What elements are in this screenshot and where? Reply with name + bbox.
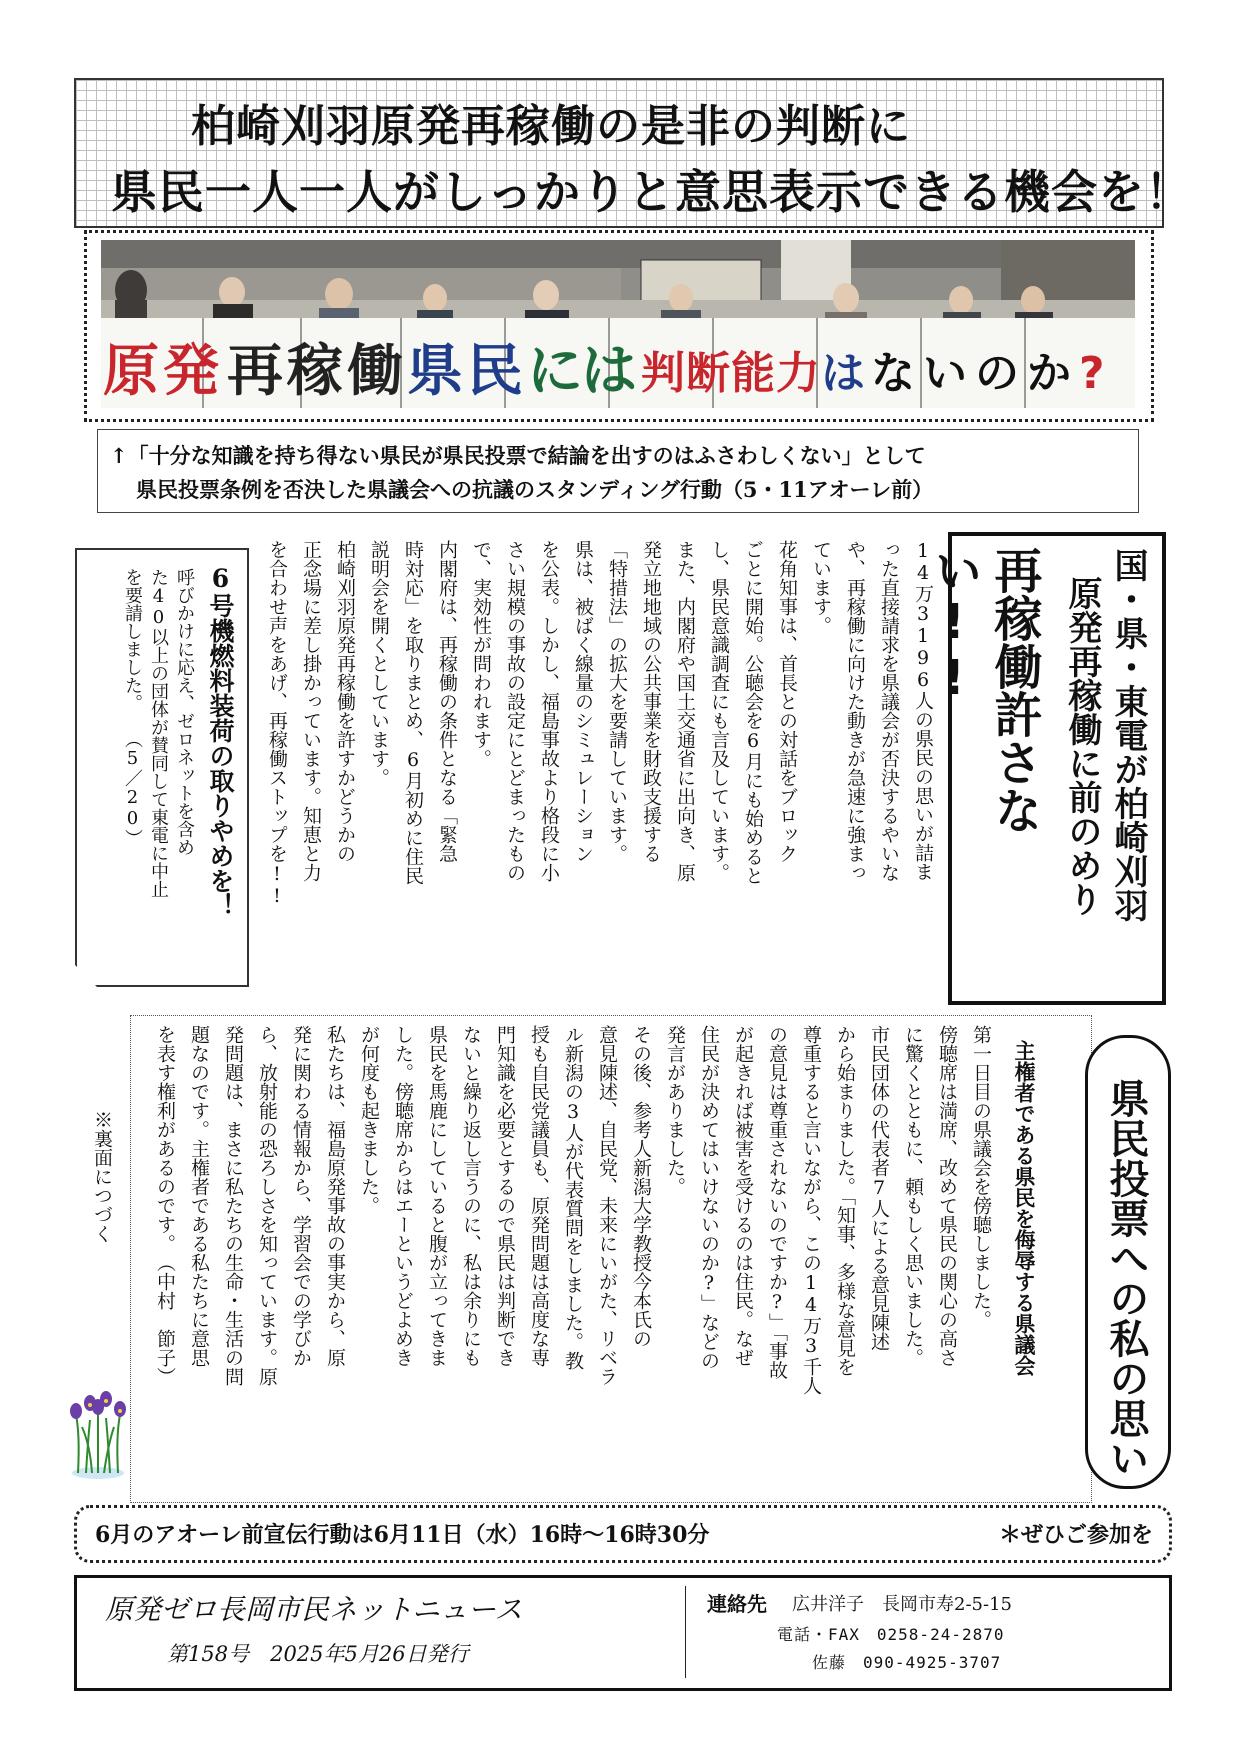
- banner-char-10: 断: [686, 348, 730, 399]
- article-1-column: さい規模の事故の設定にとどまったもの: [504, 540, 526, 882]
- side-callout-line: た40以上の団体が賛同して東電に中止: [148, 568, 169, 898]
- banner-char-0: 原: [103, 339, 159, 404]
- banner-char-17: か: [1027, 348, 1071, 399]
- article-1-column: ています。: [810, 540, 832, 635]
- article-2-column: した。傍聴席からはエーというどよめき: [392, 1025, 414, 1367]
- article-2-column: 授も自民党議員も、原発問題は高度な専: [528, 1025, 550, 1367]
- article-1-column: 正念場に差し掛かっています。知恵と力: [300, 540, 322, 882]
- folded-corner: [75, 965, 97, 987]
- banner-char-7: に: [527, 339, 583, 404]
- caption-line-2: 県民投票条例を否決した県議会への抗議のスタンディング行動（5・11アオーレ前）: [136, 477, 934, 502]
- article-1-column: や、再稼働に向けた動きが急速に強まっ: [844, 540, 866, 882]
- article-2-column: ル新潟の3人が代表質問をしました。教: [562, 1025, 584, 1370]
- article-2-column: 発問題は、まさに私たちの生命・生活の問: [222, 1025, 244, 1386]
- article-1-column: を公表。しかし、福島事故より格段に小: [538, 540, 560, 882]
- article-1: [260, 540, 940, 980]
- article-2-column: を表す権利があるのです。 （中村 節子）: [154, 1025, 176, 1386]
- article-1-column: 花角知事は、首長との対話をブロック: [776, 540, 798, 863]
- article-2-column: ら、放射能の恐ろしさを知っています。原: [256, 1025, 278, 1386]
- article-1-column: 県は、被ばく線量のシミュレーション: [572, 540, 594, 863]
- headline-banner: [74, 78, 1192, 228]
- article-2: [154, 1025, 998, 1480]
- article-1-column: 説明会を開くとしています。: [368, 540, 390, 787]
- article-2-column: が何度も起きました。: [358, 1025, 380, 1215]
- contact-phone-2: 佐藤 090-4925-3707: [812, 1653, 1002, 1672]
- article-2-column: 市民団体の代表者7人による意見陳述: [868, 1025, 890, 1351]
- side-callout-box: [75, 548, 249, 987]
- side-callout-body: [119, 568, 197, 968]
- notice-text: 6月のアオーレ前宣伝行動は6月11日（水）16時～16時30分: [95, 1522, 710, 1548]
- banner-char-12: 力: [776, 348, 820, 399]
- article-1-column: 時対応」を取りまとめ、6月初めに住民: [402, 540, 424, 885]
- article-2-column: 意見陳述、自民党、未来にいがた、リベラ: [596, 1025, 618, 1386]
- article-2-column: の意見は尊重されないのですか?」「事故: [766, 1025, 788, 1380]
- caption-line-1: ↑「十分な知識を持ち得ない県民が県民投票で結論を出すのはふさわしくない」として: [110, 443, 926, 468]
- article-2-column: 第一日目の県議会を傍聴しました。: [970, 1025, 992, 1329]
- article-1-column: った直接請求を県議会が否決するやいな: [878, 540, 900, 882]
- article-1-column: 内閣府は、再稼働の条件となる「緊急: [436, 540, 458, 863]
- article-2-heading: 主権者である県民を侮辱する県議会: [1012, 1040, 1037, 1376]
- footer-title: 原発ゼロ長岡市民ネットニュース: [105, 1593, 523, 1626]
- contact-label: 連絡先: [707, 1592, 767, 1616]
- article-2-column: 発言がありました。: [664, 1025, 686, 1196]
- banner-char-1: 発: [163, 339, 219, 404]
- article-1-column: 発立地地域の公共事業を財政支援する: [640, 540, 662, 863]
- article-2-column: ないと繰り返し言うのに、私は余りにも: [460, 1025, 482, 1367]
- banner-char-13: は: [821, 348, 865, 399]
- banner-char-14: な: [871, 348, 915, 399]
- headline-line-1: 柏崎刈羽原発再稼働の是非の判断に: [191, 101, 911, 152]
- banner-char-11: 能: [731, 348, 775, 399]
- vertical-heading: 県民投票への私の思い: [1103, 1078, 1149, 1478]
- notice-bar: [74, 1505, 1172, 1563]
- banner-char-9: 判: [641, 348, 685, 399]
- title-box-line-1: 国・県・東電が柏崎刈羽: [1108, 548, 1148, 922]
- notice-extra: ＊ぜひご参加を: [998, 1522, 1153, 1548]
- article-1-column: また、内閣府や国土交通省に出向き、原: [674, 540, 696, 882]
- article-2-column: から始まりました。「知事、多様な意見を: [834, 1025, 856, 1377]
- banner-char-18: ?: [1079, 348, 1105, 399]
- protest-photo: [101, 240, 1135, 408]
- article-2-column: 私たちは、福島原発事故の事実から、原: [324, 1025, 346, 1367]
- title-box-main: 再稼働許さない!!: [926, 546, 1042, 834]
- footer-divider: [685, 1586, 686, 1678]
- photo-caption: [97, 429, 1139, 513]
- article-2-column: に驚くとともに、頼もしく思いました。: [902, 1025, 924, 1367]
- article-2-column: 題なのです。主権者である私たちに意思: [188, 1025, 210, 1367]
- article-2-column: 住民が決めてはいけないのか?」などの: [698, 1025, 720, 1370]
- protest-photo-image: [101, 240, 1135, 408]
- article-1-column: 「特措法」の拡大を要請しています。: [606, 540, 628, 863]
- article-1-column: 14万3196人の県民の思いが詰ま: [912, 540, 934, 881]
- article-2-column: 発に関わる情報から、学習会での学びか: [290, 1025, 312, 1367]
- footer-issue: 第158号 2025年5月26日発行: [167, 1642, 469, 1666]
- article-2-column: その後、参考人新潟大学教授今本氏の: [630, 1025, 652, 1348]
- banner-char-16: の: [975, 348, 1019, 399]
- article-2-column: 門知識を必要とするので県民は判断でき: [494, 1025, 516, 1367]
- banner-char-8: は: [581, 339, 637, 404]
- article-2-column: 県民を馬鹿にしていると腹が立ってきま: [426, 1025, 448, 1367]
- title-box: [926, 532, 1166, 1005]
- article-2-column: 尊重すると言いながら、この14万3千人: [800, 1025, 822, 1395]
- side-callout-title: 6号機燃料装荷の取りやめを！: [206, 564, 235, 918]
- article-2-column: が起きれば被害を受けるのは住民。なぜ: [732, 1025, 754, 1367]
- contact-phone: 電話・FAX 0258-24-2870: [777, 1625, 1005, 1644]
- banner-char-5: 県: [407, 339, 463, 404]
- article-2-column: 傍聴席は満席、改めて県民の関心の高さ: [936, 1025, 958, 1367]
- banner-char-15: い: [923, 348, 967, 399]
- article-1-column: 柏崎刈羽原発再稼働を許すかどうかの: [334, 540, 356, 863]
- article-1-column: し、県民意識調査にも言及しています。: [708, 540, 730, 882]
- headline-line-2: 県民一人一人がしっかりと意思表示できる機会を！: [111, 165, 1192, 219]
- side-callout-line: を要請しました。 （5／20）: [122, 568, 143, 847]
- contact-info: 広井洋子 長岡市寿2-5-15: [792, 1594, 1012, 1615]
- article-1-column: で、実効性が問われます。: [470, 540, 492, 768]
- article-1-column: ごとに開始。公聴会を6月にも始めると: [742, 540, 764, 885]
- banner-char-6: 民: [467, 339, 523, 404]
- article-1-column: を合わせ声をあげ、再稼働ストップを!!: [266, 540, 288, 907]
- banner-char-2: 再: [227, 339, 283, 404]
- vertical-heading-box: [1085, 1035, 1171, 1489]
- iris-flower-icon: [68, 1385, 128, 1480]
- footer: [74, 1575, 1172, 1691]
- side-callout-line: 呼びかけに応え、ゼロネットを含め: [174, 568, 195, 856]
- banner-char-4: 働: [347, 339, 403, 404]
- banner-char-3: 稼: [287, 339, 343, 404]
- title-box-line-2: 原発再稼働に前のめり: [1062, 576, 1102, 916]
- continued-note: ※裏面につづく: [91, 1110, 113, 1243]
